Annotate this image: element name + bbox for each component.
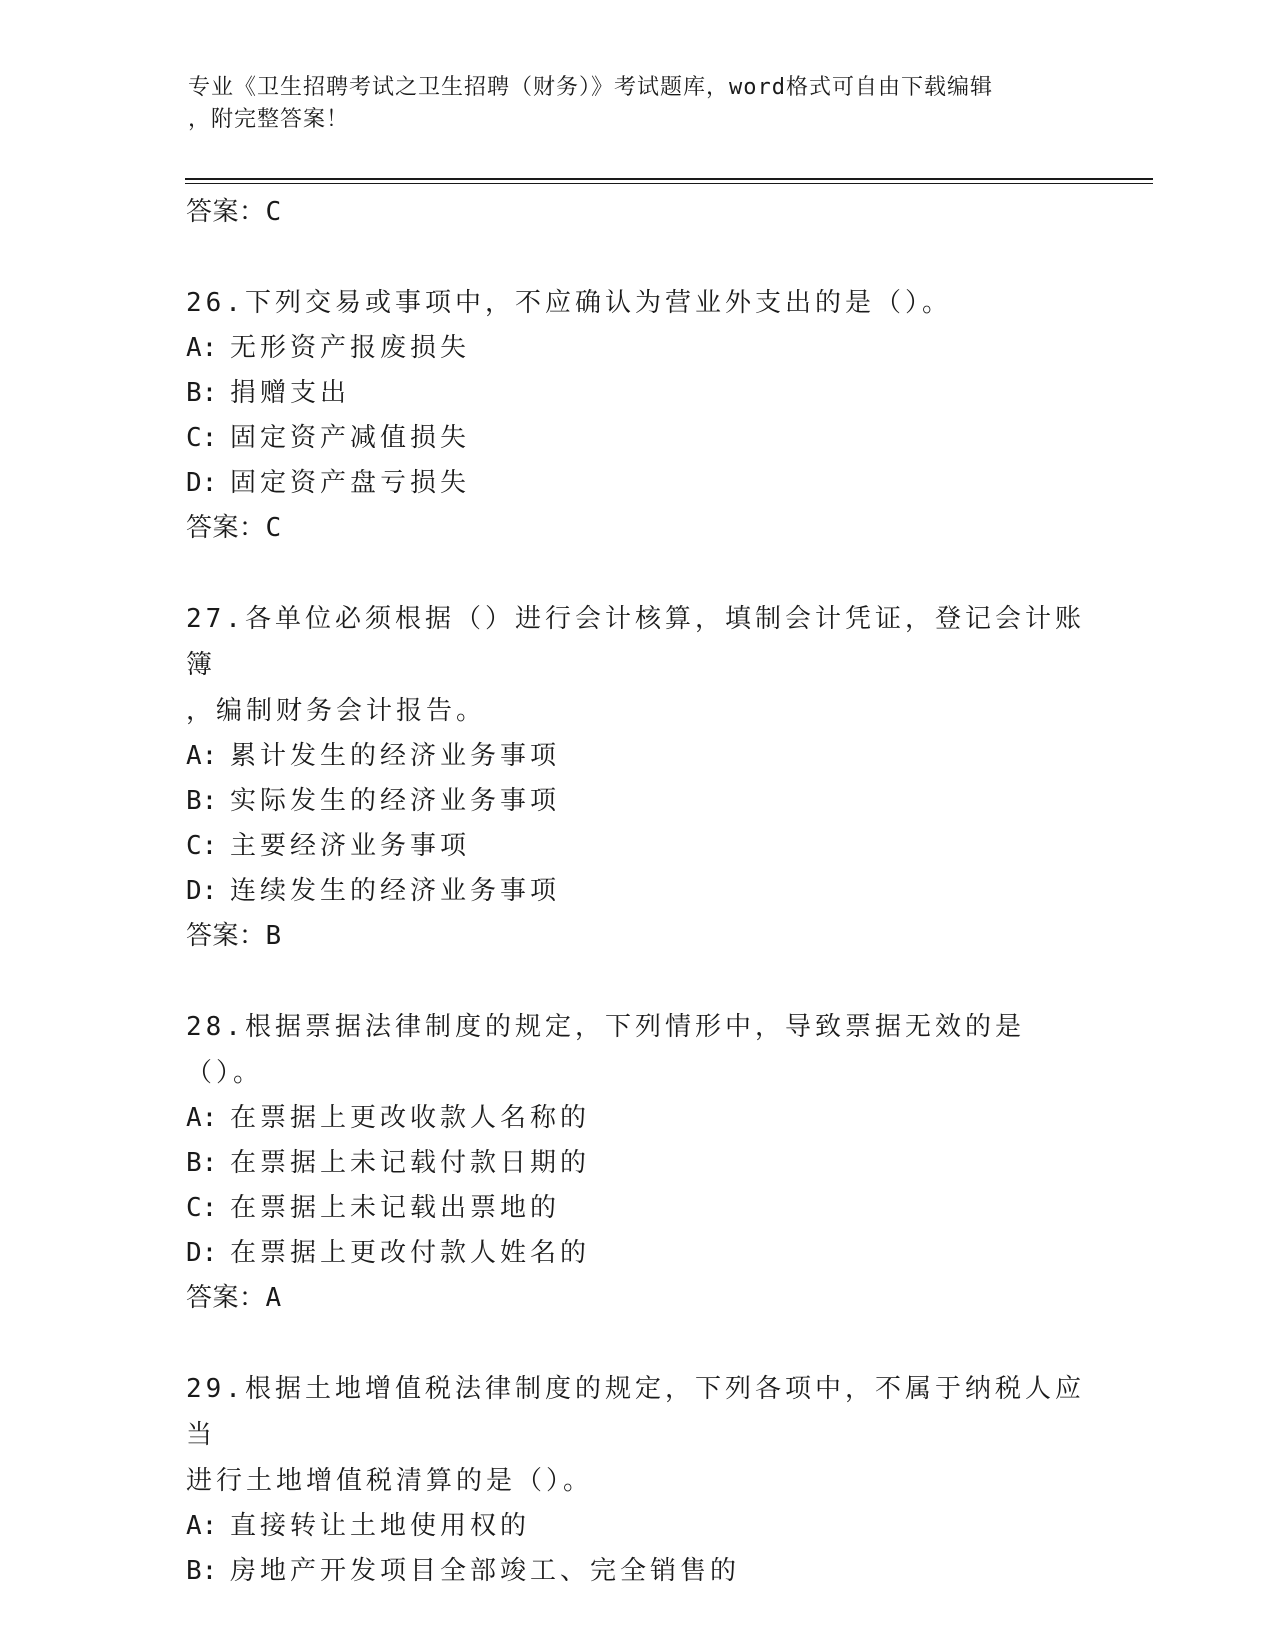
option-c xyxy=(186,416,1086,461)
answer-line xyxy=(186,190,1086,234)
option-key: A: xyxy=(186,333,218,363)
header-line: 专业《卫生招聘考试之卫生招聘（财务）》考试题库，word格式可自由下载编辑 xyxy=(188,75,993,100)
question-28 xyxy=(186,1004,1086,1320)
option-a xyxy=(186,1096,1086,1141)
option-text: 主要经济业务事项 xyxy=(230,831,471,861)
option-a xyxy=(186,734,1086,779)
option-key: B: xyxy=(186,786,218,816)
option-text: 累计发生的经济业务事项 xyxy=(230,741,561,771)
option-key: A: xyxy=(186,1103,218,1133)
option-b xyxy=(186,1549,1086,1594)
question-stem: 29.根据土地增值税法律制度的规定，下列各项中，不属于纳税人应当 xyxy=(186,1374,1085,1450)
option-a xyxy=(186,326,1086,371)
option-key: A: xyxy=(186,741,218,771)
option-key: D: xyxy=(186,468,218,498)
option-text: 在票据上未记载付款日期的 xyxy=(230,1148,591,1178)
document-header xyxy=(188,72,1088,136)
option-key: C: xyxy=(186,423,218,453)
answer-line xyxy=(186,506,1086,550)
option-text: 在票据上更改收款人名称的 xyxy=(230,1103,591,1133)
question-stem: 27.各单位必须根据（）进行会计核算，填制会计凭证，登记会计账簿 xyxy=(186,604,1085,680)
option-c xyxy=(186,824,1086,869)
option-text: 连续发生的经济业务事项 xyxy=(230,876,561,906)
question-29 xyxy=(186,1366,1086,1594)
option-key: C: xyxy=(186,831,218,861)
option-text: 捐赠支出 xyxy=(230,378,351,408)
answer-label: 答案： xyxy=(186,1283,266,1313)
header-line: ，附完整答案！ xyxy=(188,107,350,132)
question-stem: 26.下列交易或事项中，不应确认为营业外支出的是（）。 xyxy=(186,288,952,318)
option-text: 直接转让土地使用权的 xyxy=(230,1511,531,1541)
option-text: 实际发生的经济业务事项 xyxy=(230,786,561,816)
option-key: B: xyxy=(186,378,218,408)
answer-line xyxy=(186,914,1086,958)
option-b xyxy=(186,1141,1086,1186)
option-text: 无形资产报废损失 xyxy=(230,333,471,363)
option-d xyxy=(186,869,1086,914)
answer-value: C xyxy=(265,197,282,227)
option-a xyxy=(186,1504,1086,1549)
option-text: 固定资产盘亏损失 xyxy=(230,468,471,498)
option-c xyxy=(186,1186,1086,1231)
question-stem: 28.根据票据法律制度的规定，下列情形中，导致票据无效的是（）。 xyxy=(186,1012,1025,1088)
header-divider xyxy=(185,178,1153,180)
answer-label: 答案： xyxy=(186,921,266,951)
option-key: B: xyxy=(186,1148,218,1178)
answer-value: C xyxy=(265,513,282,543)
option-key: A: xyxy=(186,1511,218,1541)
option-b xyxy=(186,371,1086,416)
answer-line xyxy=(186,1276,1086,1320)
answer-label: 答案： xyxy=(186,513,266,543)
answer-label: 答案： xyxy=(186,197,266,227)
option-key: D: xyxy=(186,876,218,906)
question-26 xyxy=(186,280,1086,550)
option-key: B: xyxy=(186,1556,218,1586)
option-text: 固定资产减值损失 xyxy=(230,423,471,453)
option-key: C: xyxy=(186,1193,218,1223)
question-stem-continued: 进行土地增值税清算的是（）。 xyxy=(186,1466,594,1496)
option-text: 在票据上更改付款人姓名的 xyxy=(230,1238,591,1268)
answer-value: B xyxy=(265,921,282,951)
question-27 xyxy=(186,596,1086,958)
option-text: 房地产开发项目全部竣工、完全销售的 xyxy=(230,1556,741,1586)
question-stem-continued: ，编制财务会计报告。 xyxy=(186,696,487,726)
option-text: 在票据上未记载出票地的 xyxy=(230,1193,561,1223)
option-key: D: xyxy=(186,1238,218,1268)
question-list xyxy=(186,190,1086,1594)
option-d xyxy=(186,461,1086,506)
option-d xyxy=(186,1231,1086,1276)
answer-value: A xyxy=(265,1283,282,1313)
header-divider-thin xyxy=(185,183,1153,184)
option-b xyxy=(186,779,1086,824)
